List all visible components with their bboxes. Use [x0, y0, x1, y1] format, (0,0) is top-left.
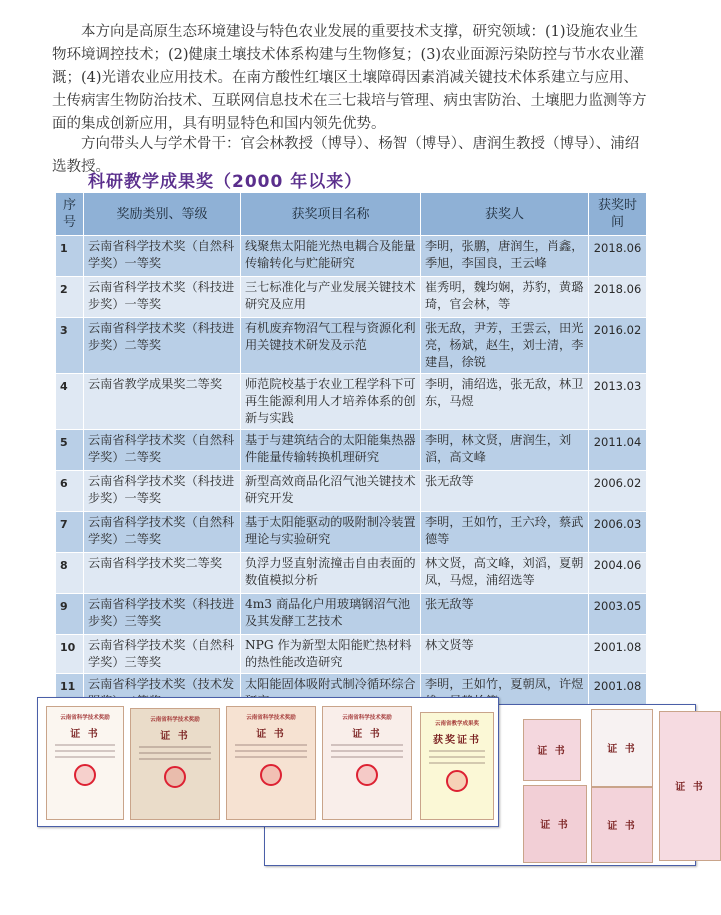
- certificate-heading: 云南省科学技术奖励: [246, 715, 296, 721]
- cell-category: 云南省科学技术奖（科技进步奖）三等奖: [84, 594, 241, 635]
- certificate-heading: 云南省科学技术奖励: [150, 717, 200, 723]
- cell-date: 2001.08: [589, 635, 647, 674]
- cell-no: 4: [56, 374, 84, 430]
- cell-date: 2006.02: [589, 471, 647, 512]
- cell-project: 新型高效商品化沼气池关键技术研究开发: [241, 471, 421, 512]
- certificate-heading: 云南省科学技术奖励: [60, 715, 110, 721]
- cell-project: 负浮力竖直射流撞击自由表面的数值模拟分析: [241, 553, 421, 594]
- certificate-image: [591, 709, 653, 787]
- certificate-photos: [37, 697, 705, 907]
- certificate-image: [226, 706, 316, 820]
- seal-icon: [74, 764, 96, 786]
- cell-no: 8: [56, 553, 84, 594]
- certificate-image: [523, 785, 587, 863]
- cell-winners: 张无敌等: [421, 594, 589, 635]
- cell-category: 云南省科学技术奖（自然科学奖）二等奖: [84, 430, 241, 471]
- cell-project: 4m3 商品化户用玻璃钢沼气池及其发酵工艺技术: [241, 594, 421, 635]
- cell-no: 1: [56, 236, 84, 277]
- cell-no: 11: [56, 674, 84, 715]
- cell-date: 2016.02: [589, 318, 647, 374]
- cell-project: 三七标准化与产业发展关键技术研究及应用: [241, 277, 421, 318]
- certificate-title: 获奖证书: [433, 735, 481, 746]
- table-row: [56, 594, 647, 635]
- cell-category: 云南省科学技术奖（科技进步奖）一等奖: [84, 277, 241, 318]
- seal-icon: [356, 764, 378, 786]
- certificate-title: 证 书: [675, 782, 705, 793]
- certificate-title: 证 书: [540, 820, 570, 831]
- header-date: 获奖时间: [589, 193, 647, 236]
- cell-no: 3: [56, 318, 84, 374]
- cell-no: 9: [56, 594, 84, 635]
- cell-project: 线聚焦太阳能光热电耦合及能量传输转化与贮能研究: [241, 236, 421, 277]
- seal-icon: [446, 770, 468, 792]
- header-winners: 获奖人: [421, 193, 589, 236]
- certificate-title: 证 书: [607, 744, 637, 755]
- cell-category: 云南省教学成果奖二等奖: [84, 374, 241, 430]
- certificate-image: [591, 787, 653, 863]
- table-header-row: [56, 193, 647, 236]
- cell-date: 2013.03: [589, 374, 647, 430]
- table-row: [56, 374, 647, 430]
- awards-body: [56, 236, 647, 715]
- cell-category: 云南省科学技术奖（技术发: [84, 674, 241, 715]
- cell-category: 云南省科学技术奖（自然科学奖）一等奖: [84, 236, 241, 277]
- certificate-title: 证 书: [352, 729, 382, 740]
- cell-category: 云南省科学技术奖二等奖: [84, 553, 241, 594]
- cell-winners: 林文贤等: [421, 635, 589, 674]
- table-row: [56, 471, 647, 512]
- cell-project: 基于与建筑结合的太阳能集热器件能量传输转换机理研究: [241, 430, 421, 471]
- awards-table: [55, 192, 647, 715]
- cell-winners: 张无敌，尹芳，王雲云，田光亮，杨斌，赵生，刘士清，李建昌，徐锐: [421, 318, 589, 374]
- cell-project: 有机废弃物沼气工程与资源化利用关键技术研发及示范: [241, 318, 421, 374]
- certificate-title: 证 书: [607, 821, 637, 832]
- cell-winners: 李明，林文贤，唐润生，刘滔，高文峰: [421, 430, 589, 471]
- certificate-image: [523, 719, 581, 781]
- table-row: [56, 512, 647, 553]
- cell-no: 6: [56, 471, 84, 512]
- cell-winners: 林文贤，高文峰，刘滔，夏朝凤，马煜，浦绍选等: [421, 553, 589, 594]
- cell-project: NPG 作为新型太阳能贮热材料的热性能改造研究: [241, 635, 421, 674]
- cell-project: 基于太阳能驱动的吸附制冷装置理论与实验研究: [241, 512, 421, 553]
- certificate-heading: 云南省教学成果奖: [434, 721, 479, 727]
- team-paragraph: 方向带头人与学术骨干：官会林教授（博导）、杨智（博导）、唐润生教授（博导）、浦绍选教授。: [52, 135, 640, 175]
- certificate-title: 证 书: [256, 729, 286, 740]
- certificate-title: 证 书: [70, 729, 100, 740]
- table-row: [56, 635, 647, 674]
- certificate-title: 证 书: [537, 746, 567, 757]
- cell-winners: 崔秀明，魏均娴，苏豹，黄璐琦，官会林，等: [421, 277, 589, 318]
- cell-category: 云南省科学技术奖（科技进步奖）一等奖: [84, 471, 241, 512]
- certificate-collage-front: [37, 697, 499, 827]
- table-row: [56, 318, 647, 374]
- cell-no: 2: [56, 277, 84, 318]
- cell-winners: 李明，浦绍选，张无敌，林卫东，马煜: [421, 374, 589, 430]
- cell-date: 2018.06: [589, 277, 647, 318]
- table-row: [56, 553, 647, 594]
- certificate-image: [322, 706, 412, 820]
- seal-icon: [164, 766, 186, 788]
- cell-winners: 李明，张鹏，唐润生，肖鑫，季旭，李国良，王云峰: [421, 236, 589, 277]
- certificate-heading: 云南省科学技术奖励: [342, 715, 392, 721]
- header-project: 获奖项目名称: [241, 193, 421, 236]
- cell-project: 太阳能固体吸附式制冷循环综合: [241, 674, 421, 715]
- cell-winners: 李明，王如竹，夏朝凤，许煜: [421, 674, 589, 715]
- cell-category: 云南省科学技术奖（自然科学奖）三等奖: [84, 635, 241, 674]
- certificate-image: [130, 708, 220, 820]
- certificate-title: 证 书: [160, 731, 190, 742]
- intro-paragraph: 本方向是高原生态环境建设与特色农业发展的重要技术支撑，研究领域：(1)设施农业生物环境调控技术；(2)健康土壤技术体系构建与生物修复；(3)农业面源污染防控与节水农业灌溉；(4)光谱农业应用技术。在南方酸性红壤区土壤障碍因素消减关键技术体系建立与应用、土传病害生物防治技术、互联网信息技术在三七栽培与管理、病虫害防治、土壤肥力监测等方面的集成创新应用，具有明显特色和国内领先优势。: [52, 23, 647, 132]
- cell-winners: 张无敌等: [421, 471, 589, 512]
- table-row: [56, 430, 647, 471]
- table-row: [56, 277, 647, 318]
- cell-category: 云南省科学技术奖（自然科学奖）二等奖: [84, 512, 241, 553]
- cell-category: 云南省科学技术奖（科技进步奖）二等奖: [84, 318, 241, 374]
- certificate-image: [659, 711, 721, 861]
- header-no: 序号: [56, 193, 84, 236]
- certificate-image: [420, 712, 494, 820]
- cell-no: 10: [56, 635, 84, 674]
- cell-date: 2001.08: [589, 674, 647, 715]
- cell-date: 2003.05: [589, 594, 647, 635]
- certificate-image: [46, 706, 124, 820]
- cell-winners: 李明，王如竹，王六玲，蔡武德等: [421, 512, 589, 553]
- cell-date: 2011.04: [589, 430, 647, 471]
- section-title: 科研教学成果奖（2000 年以来）: [88, 172, 363, 192]
- cell-date: 2006.03: [589, 512, 647, 553]
- cell-project: 师范院校基于农业工程学科下可再生能源利用人才培养体系的创新与实践: [241, 374, 421, 430]
- seal-icon: [260, 764, 282, 786]
- cell-no: 7: [56, 512, 84, 553]
- header-category: 奖励类别、等级: [84, 193, 241, 236]
- cell-no: 5: [56, 430, 84, 471]
- cell-date: 2004.06: [589, 553, 647, 594]
- cell-date: 2018.06: [589, 236, 647, 277]
- table-row: [56, 236, 647, 277]
